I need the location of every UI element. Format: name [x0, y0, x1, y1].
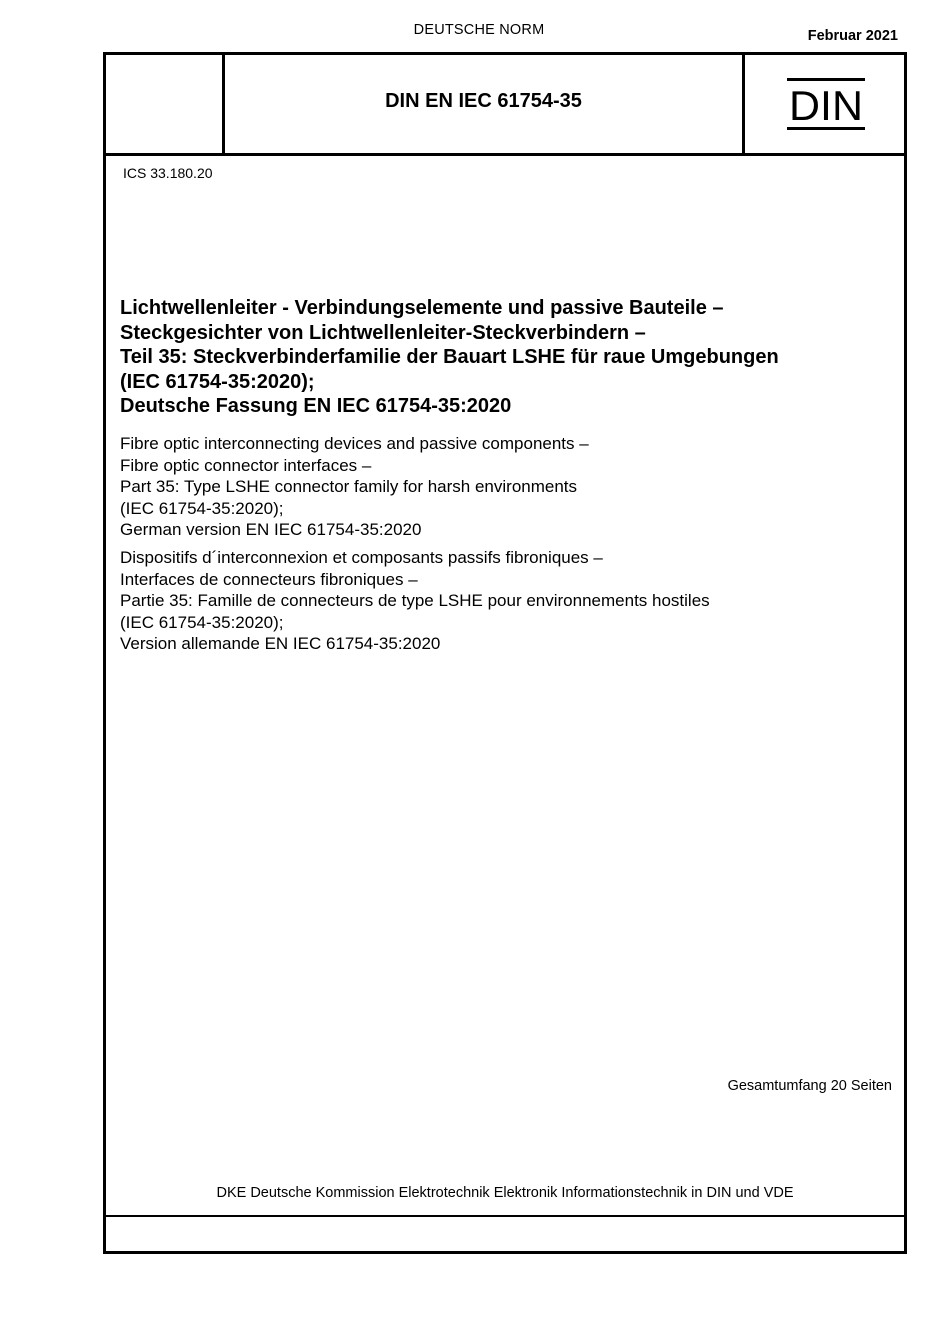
publication-date: Februar 2021: [807, 28, 898, 44]
title-fr-line: Version allemande EN IEC 61754-35:2020: [120, 634, 441, 654]
title-fr-line: Interfaces de connecteurs fibroniques –: [120, 569, 418, 589]
title-en-line: Fibre optic connector interfaces –: [120, 455, 372, 475]
title-de-line: Teil 35: Steckverbinderfamilie der Bauart LSHE für raue Umgebungen: [120, 346, 779, 368]
footer-divider: [106, 1215, 904, 1217]
title-de-line: (IEC 61754-35:2020);: [120, 370, 315, 393]
header-left-cell: [106, 55, 225, 153]
title-en-line: (IEC 61754-35:2020);: [120, 498, 284, 518]
top-line: [0, 22, 950, 42]
din-logo: [787, 78, 865, 130]
title-de-line: Lichtwellenleiter - Verbindungselemente und passive Bauteile –: [120, 297, 724, 319]
title-german: [120, 296, 890, 419]
title-fr-line: (IEC 61754-35:2020);: [120, 612, 284, 632]
header-row: [106, 55, 904, 156]
title-fr-line: Dispositifs d´interconnexion et composants passifs fibroniques –: [120, 548, 603, 567]
norm-kind-label: DEUTSCHE NORM: [413, 22, 545, 38]
din-logo-text: DIN: [789, 82, 863, 129]
title-de-line: Deutsche Fassung EN IEC 61754-35:2020: [120, 395, 512, 417]
document-frame: [103, 52, 907, 1254]
title-en-line: German version EN IEC 61754-35:2020: [120, 520, 422, 540]
publisher-line: DKE Deutsche Kommission Elektrotechnik Elektronik Informationstechnik in DIN und VDE: [216, 1185, 794, 1201]
header-title-cell: [225, 55, 745, 153]
title-de-line: Steckgesichter von Lichtwellenleiter-Steckverbindern –: [120, 321, 646, 344]
title-fr-line: Partie 35: Famille de connecteurs de type LSHE pour environnements hostiles: [120, 591, 710, 611]
document-number: DIN EN IEC 61754-35: [385, 90, 582, 112]
ics-code: ICS 33.180.20: [123, 165, 213, 181]
title-en-line: Part 35: Type LSHE connector family for harsh environments: [120, 477, 578, 497]
total-pages: Gesamtumfang 20 Seiten: [727, 1078, 892, 1094]
title-en-line: Fibre optic interconnecting devices and passive components –: [120, 434, 589, 453]
header-logo-cell: [745, 55, 904, 153]
title-english: [120, 433, 890, 541]
title-french: [120, 547, 890, 655]
